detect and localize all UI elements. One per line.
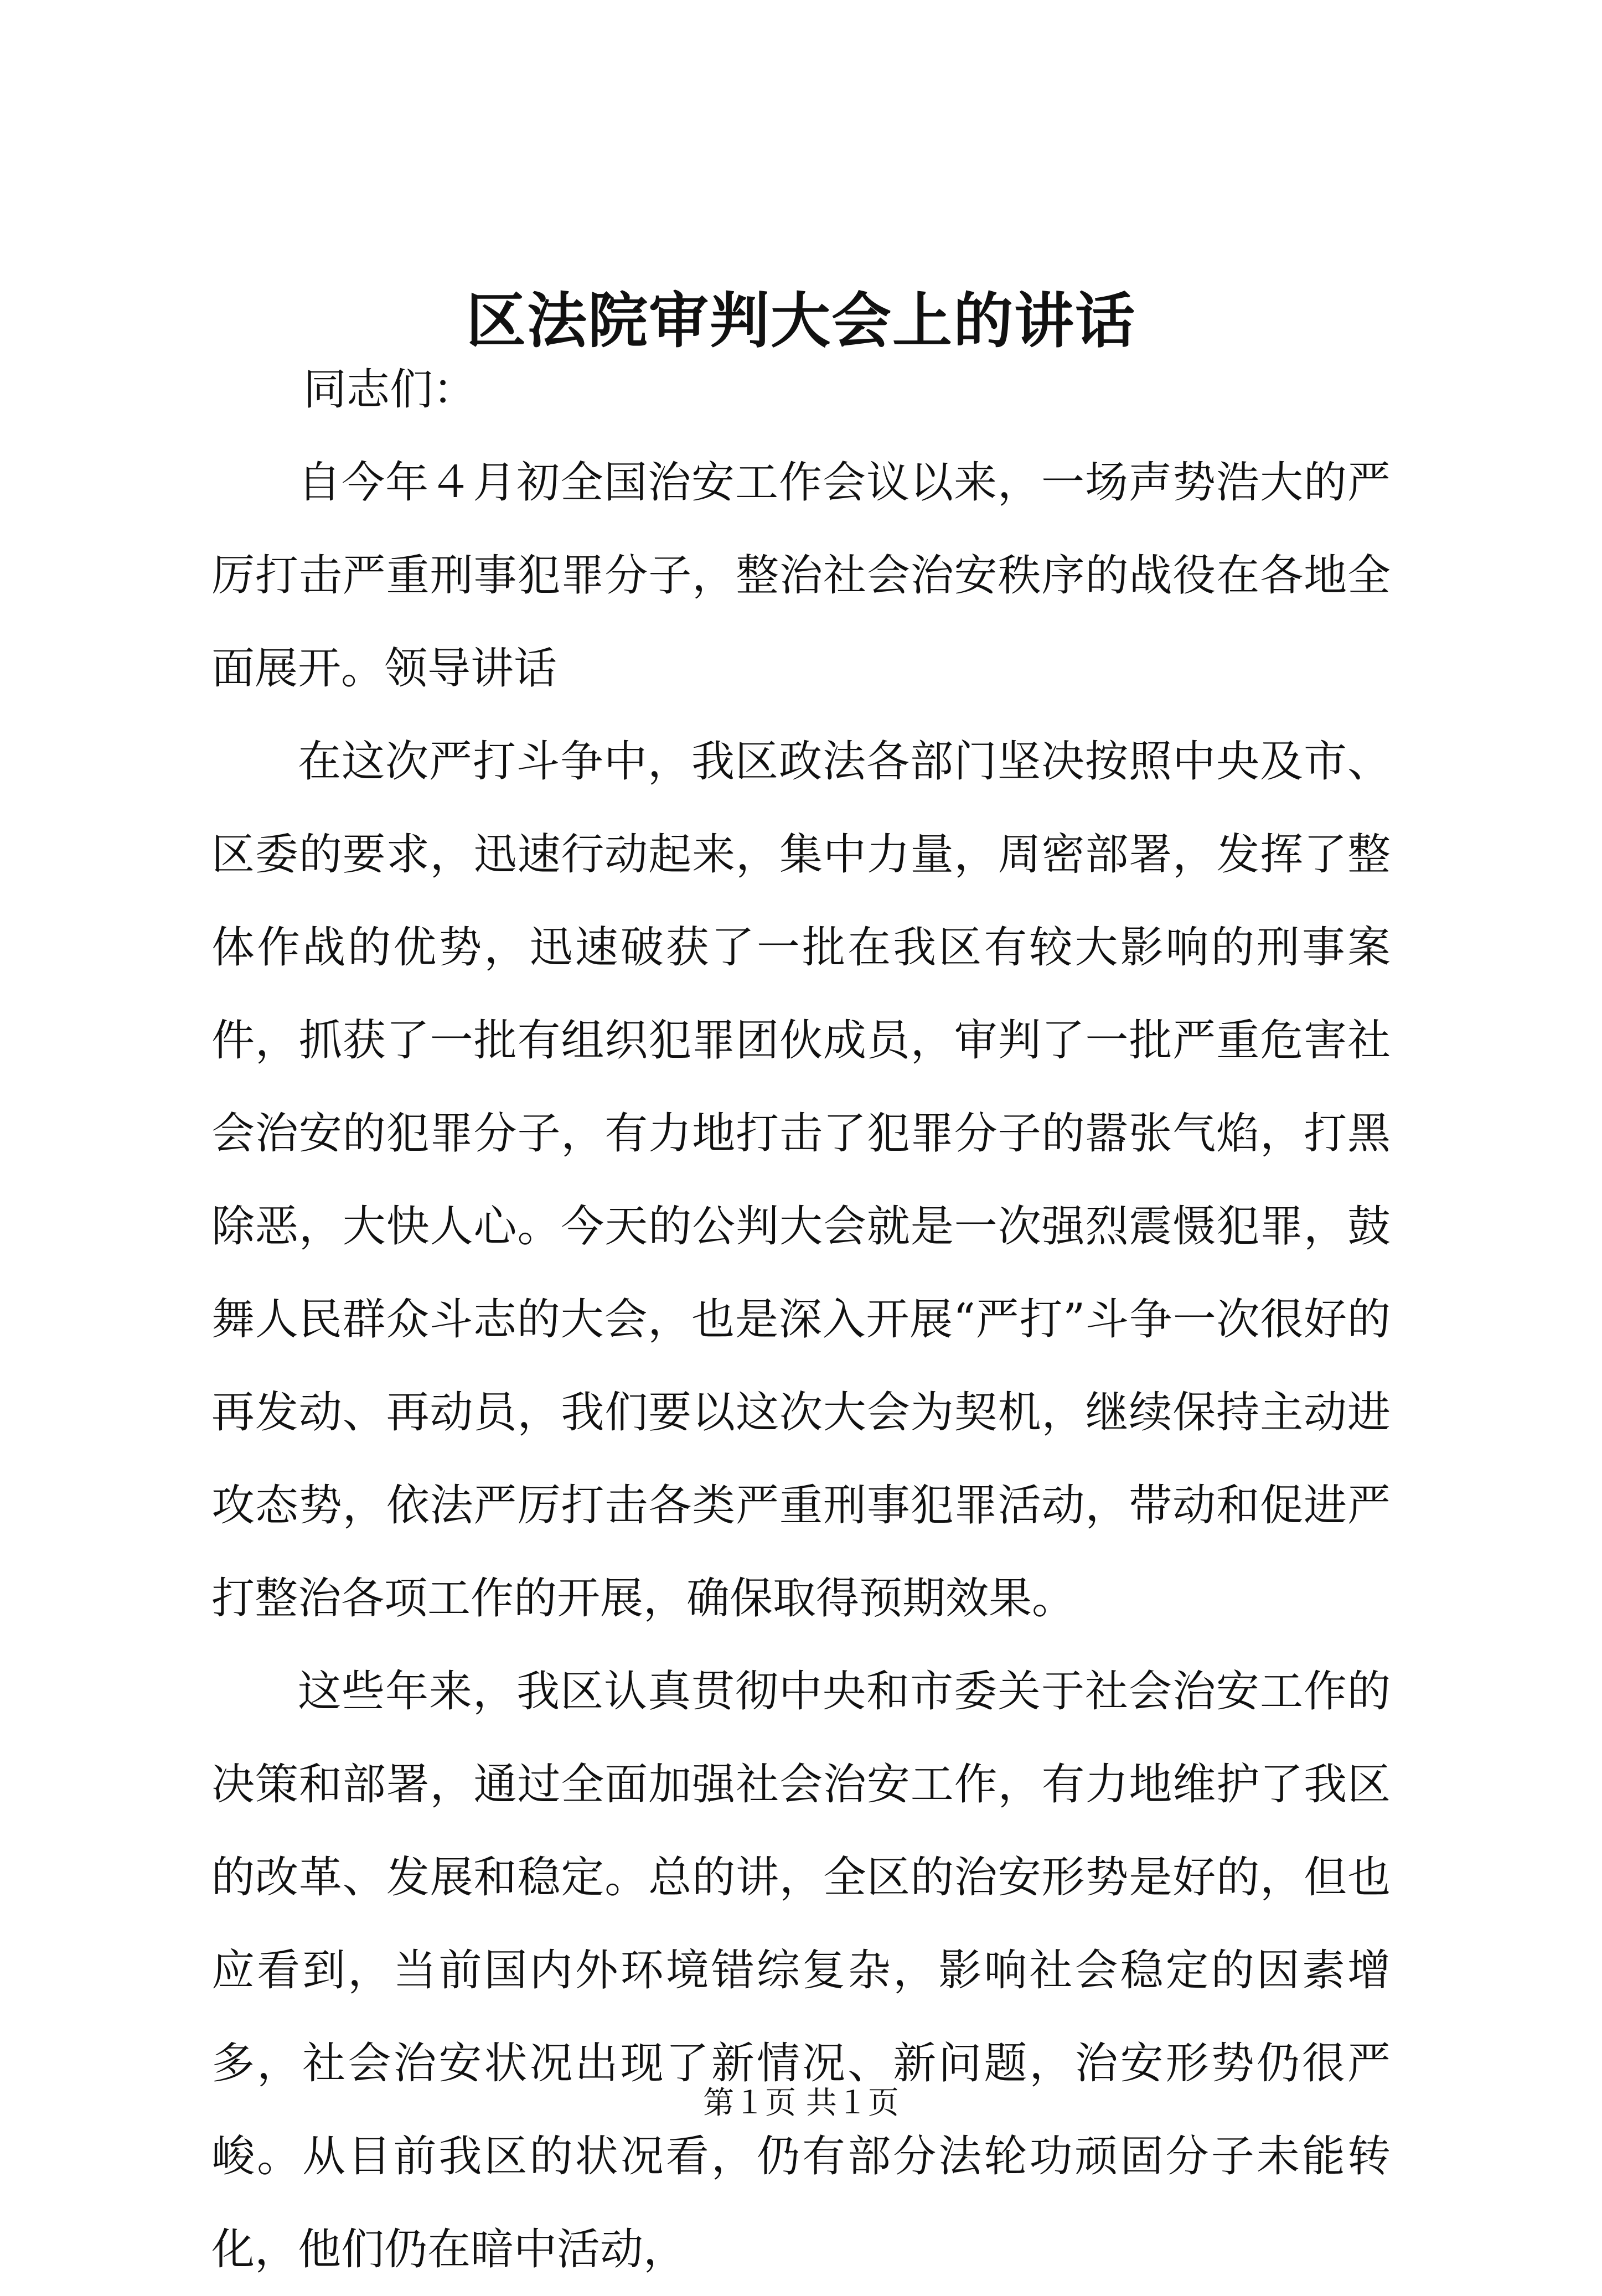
paragraph: 自今年４月初全国治安工作会议以来，一场声势浩大的严厉打击严重刑事犯罪分子，整治社会治安秩序的战役在各地全面展开。领导讲话 bbox=[211, 458, 1391, 694]
paragraph: 在这次严打斗争中，我区政法各部门坚决按照中央及市、区委的要求，迅速行动起来，集中力量，周密部署，发挥了整体作战的优势，迅速破获了一批在我区有较大影响的刑事案件，抓获了一批有组织犯罪团伙成员，审判了一批严重危害社会治安的犯罪分子，有力地打击了犯罪分子的嚣张气焰，打黑除恶，大快人心。今天的公判大会就是一次强烈震慑犯罪，鼓舞人民群众斗志的大会，也是深入开展“严打”斗争一次很好的再发动、再动员，我们要以这次大会为契机，继续保持主动进攻态势，依法严厉打击各类严重刑事犯罪活动，带动和促进严打整治各项工作的开展，确保取得预期效果。 bbox=[211, 737, 1391, 1623]
salutation: 同志们： bbox=[303, 365, 477, 415]
page-footer: 第１页 共１页 bbox=[703, 2085, 899, 2121]
document-body bbox=[211, 436, 1391, 2296]
document-title: 区法院审判大会上的讲话 bbox=[466, 286, 1136, 356]
paragraph: 这些年来，我区认真贯彻中央和市委关于社会治安工作的决策和部署，通过全面加强社会治安工作，有力地维护了我区的改革、发展和稳定。总的讲，全区的治安形势是好的，但也应看到，当前国内外环境错综复杂，影响社会稳定的因素增多，社会治安状况出现了新情况、新问题，治安形势仍很严峻。从目前我区的状况看，仍有部分法轮功顽固分子未能转化，他们仍在暗中活动， bbox=[211, 1667, 1391, 2274]
